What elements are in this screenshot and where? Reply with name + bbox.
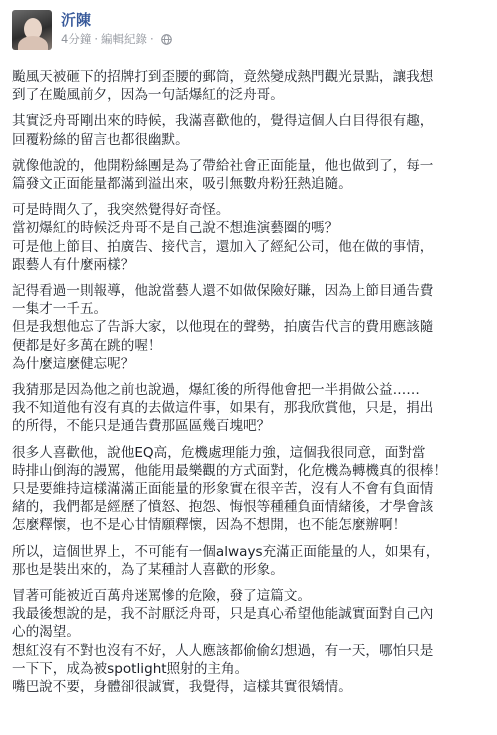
post-paragraph xyxy=(12,201,487,274)
paragraph-line: 的所得，不能只是通告費那區區幾百塊吧？ xyxy=(12,418,271,435)
paragraph-line: 一下下，成為被spotlight照射的主角。 xyxy=(12,660,249,677)
paragraph-line: 那也是裝出來的，為了某種討人喜歡的形象。 xyxy=(12,561,284,578)
paragraph-line: 就像他說的，他開粉絲團是為了帶給社會正面能量，他也做到了，每一 xyxy=(12,157,434,174)
post-header xyxy=(12,10,487,66)
paragraph-line: 篇發文正面能量都滿到溢出來，吸引無數舟粉狂熱追隨。 xyxy=(12,176,352,193)
edit-history-link[interactable]: 編輯紀錄 xyxy=(100,32,147,46)
post-paragraph xyxy=(12,587,487,696)
paragraph-line: 嘴巴說不要，身體卻很誠實，我覺得，這樣其實很矯情。 xyxy=(12,679,352,696)
paragraph-line: 一集才一千五。 xyxy=(12,301,108,318)
post-body xyxy=(12,68,487,696)
paragraph-line: 但是我想他忘了告訴大家，以他現在的聲勢，拍廣告代言的費用應該隨 xyxy=(12,319,434,336)
author-name[interactable]: 沂陳 xyxy=(61,11,92,29)
paragraph-line: 為什麼這麼健忘呢？ xyxy=(12,355,135,372)
post-meta xyxy=(61,10,172,47)
paragraph-line: 我猜那是因為他之前也說過，爆紅後的所得他會把一半捐做公益…… xyxy=(12,382,420,399)
paragraph-line: 冒著可能被近百萬舟迷罵慘的危險，發了這篇文。 xyxy=(12,588,312,605)
paragraph-line: 我最後想說的是，我不討厭泛舟哥，只是真心希望他能誠實面對自己內 xyxy=(12,606,434,623)
post-timestamp[interactable]: 4分鐘 xyxy=(61,32,92,46)
post-paragraph xyxy=(12,444,487,535)
paragraph-line: 時排山倒海的謾罵，他能用最樂觀的方式面對，化危機為轉機真的很棒！ xyxy=(12,462,447,479)
paragraph-line: 颱風天被砸下的招牌打到歪腰的郵筒，竟然變成熱門觀光景點，讓我想 xyxy=(12,69,434,85)
paragraph-line: 其實泛舟哥剛出來的時候，我滿喜歡他的，覺得這個人白目得很有趣， xyxy=(12,113,434,130)
paragraph-line: 很多人喜歡他，說他EQ高，危機處理能力強，這個我很同意，面對當 xyxy=(12,444,426,461)
meta-separator-2: · xyxy=(149,32,154,46)
author-avatar[interactable] xyxy=(12,10,52,50)
paragraph-line: 我不知道他有沒有真的去做這件事，如果有，那我欣賞他，只是，捐出 xyxy=(12,400,434,417)
paragraph-line: 回覆粉絲的留言也都很幽默。 xyxy=(12,131,189,148)
meta-separator: · xyxy=(94,32,98,46)
paragraph-line: 所以，這個世界上，不可能有一個always充滿正面能量的人，如果有， xyxy=(12,543,440,560)
paragraph-line: 跟藝人有什麼兩樣？ xyxy=(12,256,135,273)
paragraph-line: 記得看過一則報導，他說當藝人還不如做保險好賺，因為上節目通告費 xyxy=(12,283,434,300)
paragraph-line: 心的渴望。 xyxy=(12,624,80,641)
paragraph-line: 只是要維持這樣滿滿正面能量的形象實在很辛苦，沒有人不會有負面情 xyxy=(12,481,434,498)
post-paragraph xyxy=(12,282,487,373)
paragraph-line: 想紅沒有不對也沒有不好，人人應該都偷偷幻想過，有一天，哪怕只是 xyxy=(12,642,434,659)
post-paragraph xyxy=(12,543,487,579)
paragraph-line: 怎麼釋懷，也不是心甘情願釋懷，因為不想開，也不能怎麼辦啊！ xyxy=(12,517,407,534)
globe-icon[interactable] xyxy=(161,34,172,45)
paragraph-line: 可是他上節目、拍廣告、接代言，還加入了經紀公司，他在做的事情， xyxy=(12,238,434,255)
post-paragraph xyxy=(12,112,487,148)
paragraph-line: 到了在颱風前夕，因為一句話爆紅的泛舟哥。 xyxy=(12,87,284,104)
post-paragraph xyxy=(12,381,487,436)
post-paragraph xyxy=(12,68,487,104)
paragraph-line: 當初爆紅的時候泛舟哥不是自己說不想進演藝圈的嗎？ xyxy=(12,220,339,237)
paragraph-line: 便都是好多萬在跳的喔！ xyxy=(12,337,162,354)
post-subline xyxy=(61,32,172,47)
post-paragraph xyxy=(12,157,487,193)
paragraph-line: 可是時間久了，我突然覺得好奇怪。 xyxy=(12,202,230,219)
paragraph-line: 緒的，我們都是經歷了憤怒、抱怨、悔恨等種種負面情緒後，才學會該 xyxy=(12,499,434,516)
